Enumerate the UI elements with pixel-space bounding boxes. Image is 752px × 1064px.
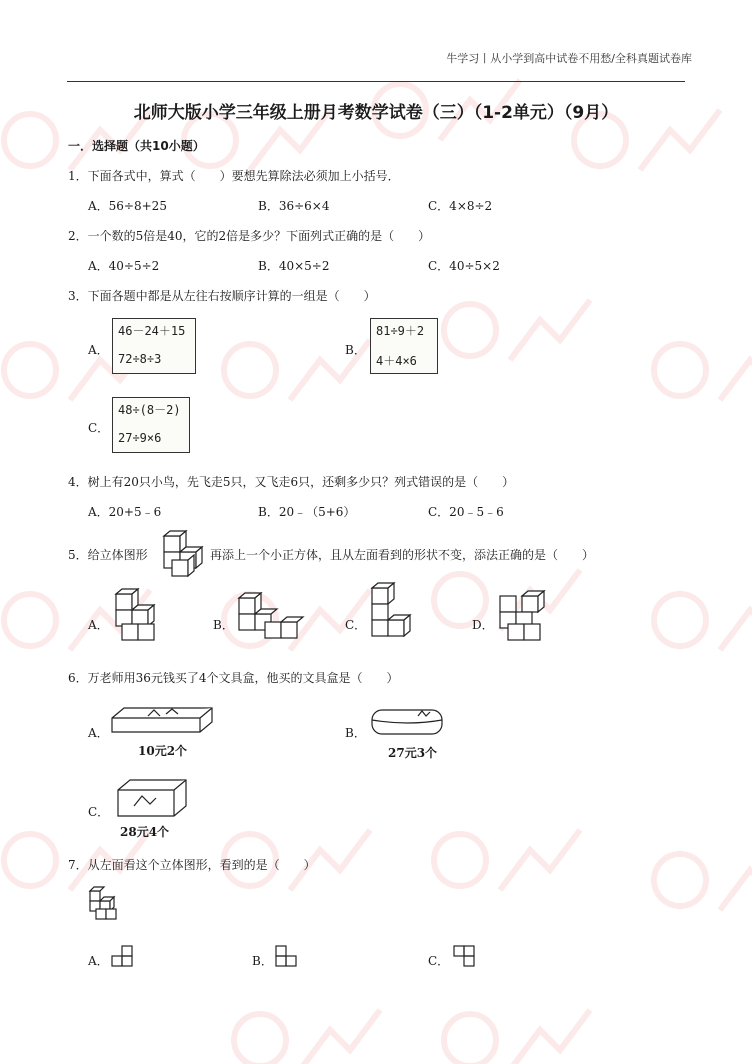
page-title: 北师大版小学三年级上册月考数学试卷（三）（1-2单元）（9月）: [133, 103, 619, 123]
q2-option-a[interactable]: A．40÷5÷2: [88, 259, 160, 273]
question-2-stem: 2．一个数的5倍是40，它的2倍是多少？下面列式正确的是（ ）: [68, 229, 431, 243]
q3-expression-box-c: [112, 397, 190, 453]
header-rule: [67, 81, 685, 82]
q4-option-b[interactable]: B．20﹣（5+6）: [258, 505, 356, 519]
question-5-stem-before: 5．给立体图形: [68, 548, 148, 562]
q1-option-b[interactable]: B．36÷6×4: [258, 199, 330, 213]
question-7-stem: 7．从左面看这个立体图形，看到的是（ ）: [68, 858, 316, 872]
q4-option-c[interactable]: C．20﹣5﹣6: [428, 505, 504, 519]
q6-option-c[interactable]: C．: [88, 805, 110, 819]
q3c-line-2: 27÷9×6: [118, 431, 162, 445]
q5-option-d[interactable]: D．: [472, 618, 494, 632]
q7-option-c[interactable]: C．: [428, 954, 450, 968]
q6-pencil-box-a[interactable]: [108, 700, 216, 736]
q2-option-c[interactable]: C．40÷5×2: [428, 259, 500, 273]
q5-option-c[interactable]: C．: [345, 618, 367, 632]
q7-option-a-figure[interactable]: [110, 944, 136, 970]
question-5-stem-after: 再添上一个小正方体，且从左面看到的形状不变，添法正确的是（ ）: [210, 548, 595, 562]
q3-option-a[interactable]: A．: [88, 343, 109, 357]
q3b-line-1: 81÷9＋2: [376, 324, 425, 338]
q5-option-a-figure[interactable]: [110, 586, 160, 644]
q7-option-c-figure[interactable]: [452, 944, 478, 970]
q5-option-c-figure[interactable]: [366, 582, 416, 648]
q1-option-a[interactable]: A．56÷8+25: [88, 199, 167, 213]
q3-expression-box-b: [370, 318, 438, 374]
question-1-stem: 1．下面各式中，算式（ ）要想先算除法必须加上小括号．: [68, 169, 400, 183]
q6-option-a[interactable]: A．: [88, 726, 109, 740]
q5-cube-figure: [158, 530, 206, 580]
question-6-stem: 6．万老师用36元钱买了4个文具盒，他买的文具盒是（ ）: [68, 671, 399, 685]
section-heading: 一．选择题（共10小题）: [68, 139, 205, 153]
q3c-line-1: 48÷(8－2): [118, 403, 181, 417]
q6-pencil-box-c[interactable]: [112, 776, 190, 822]
q3-expression-box-a: [112, 318, 196, 374]
q3-option-c[interactable]: C．: [88, 421, 110, 435]
q3b-line-2: 4＋4×6: [376, 354, 417, 368]
q6-option-b[interactable]: B．: [345, 726, 366, 740]
q7-option-a[interactable]: A．: [88, 954, 109, 968]
q7-option-b[interactable]: B．: [252, 954, 273, 968]
q5-option-a[interactable]: A．: [88, 618, 109, 632]
question-4-stem: 4．树上有20只小鸟，先飞走5只，又飞走6只，还剩多少只？列式错误的是（ ）: [68, 475, 515, 489]
q5-option-b[interactable]: B．: [213, 618, 234, 632]
q3a-line-1: 46－24＋15: [118, 324, 186, 338]
q3-option-b[interactable]: B．: [345, 343, 366, 357]
header-source: 牛学习丨从小学到高中试卷不用愁/全科真题试卷库: [446, 52, 692, 65]
q5-option-d-figure[interactable]: [494, 590, 550, 646]
q1-option-c[interactable]: C．4×8÷2: [428, 199, 493, 213]
q6-caption-b: 27元3个: [388, 746, 438, 760]
q6-caption-a: 10元2个: [138, 744, 188, 758]
q3a-line-2: 72÷8÷3: [118, 352, 162, 366]
q4-option-a[interactable]: A．20+5﹣6: [88, 505, 162, 519]
q7-option-b-figure[interactable]: [274, 944, 300, 970]
q7-cube-figure: [86, 885, 122, 923]
q2-option-b[interactable]: B．40×5÷2: [258, 259, 330, 273]
q6-caption-c: 28元4个: [120, 825, 170, 839]
q5-option-b-figure[interactable]: [235, 592, 305, 644]
q6-pencil-box-b[interactable]: [368, 700, 448, 738]
question-3-stem: 3．下面各题中都是从左往右按顺序计算的一组是（ ）: [68, 289, 376, 303]
